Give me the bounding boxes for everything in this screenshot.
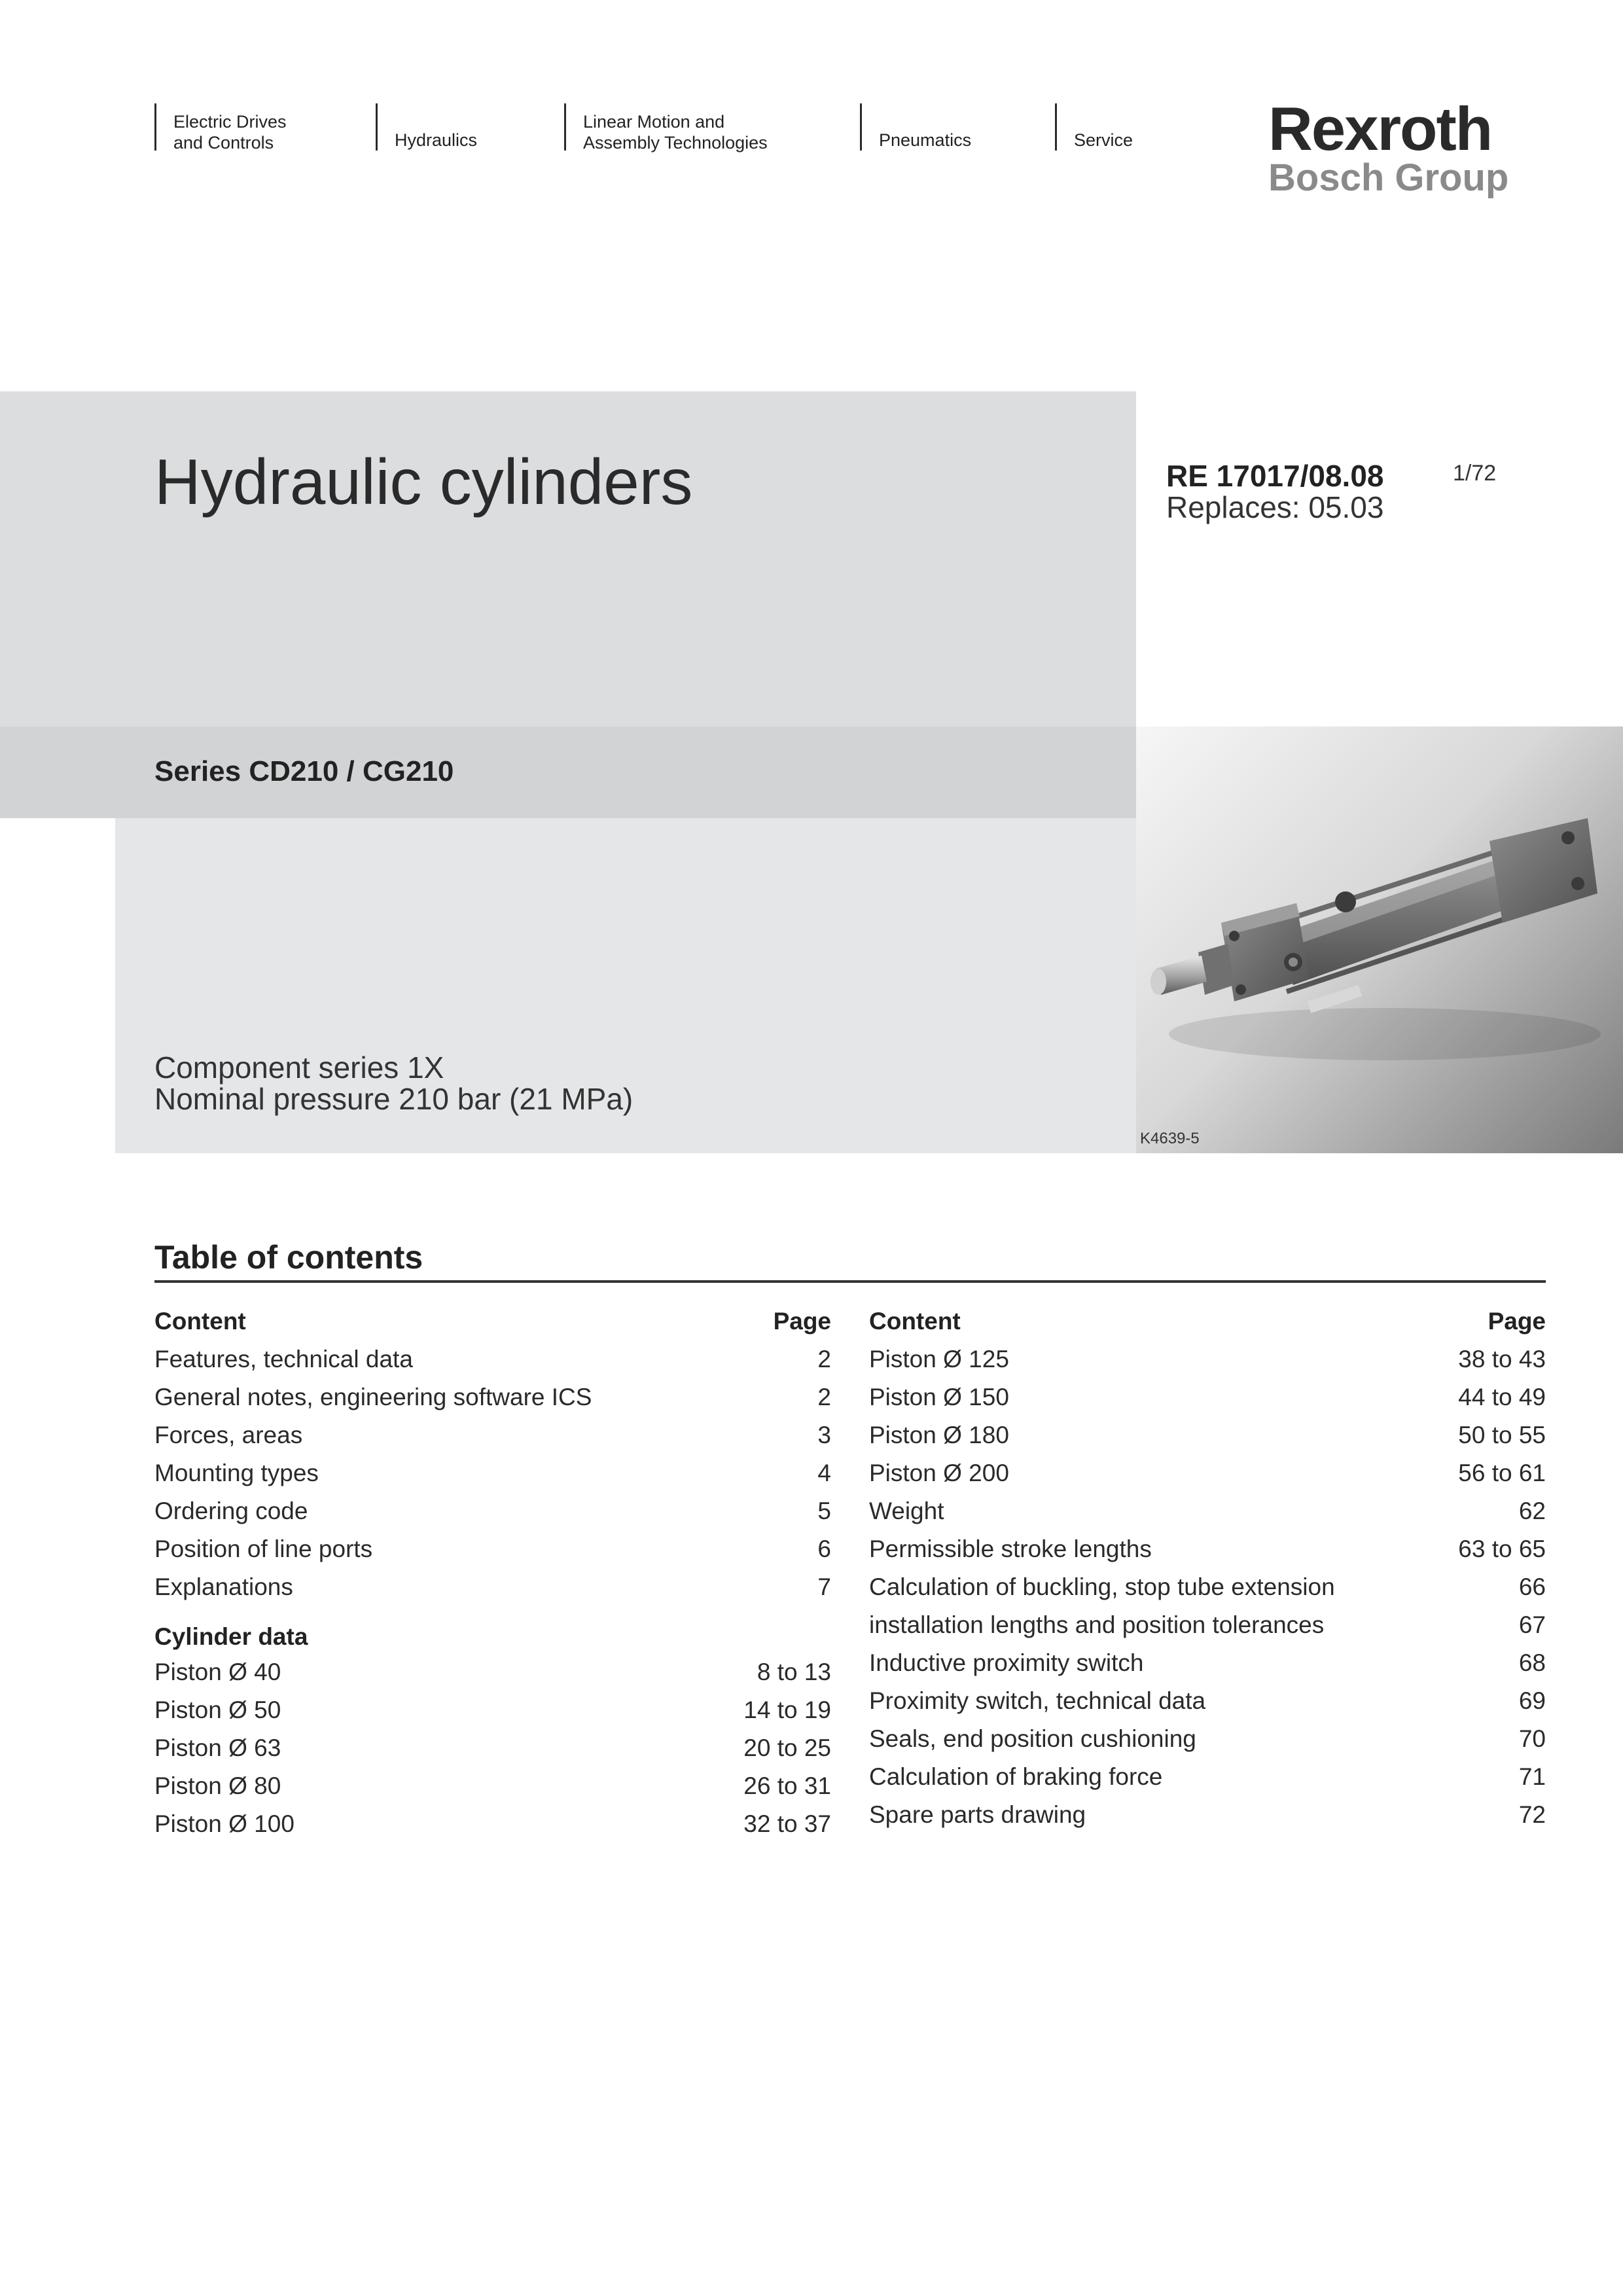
toc-entry: Explanations	[154, 1573, 293, 1600]
toc-header-content: Content	[154, 1308, 246, 1335]
toc-page: 14 to 19	[743, 1696, 831, 1723]
toc-row	[154, 1691, 831, 1729]
toc-divider	[154, 1280, 1546, 1283]
toc-row	[869, 1796, 1546, 1834]
toc-row	[154, 1454, 831, 1492]
toc-entry: General notes, engineering software ICS	[154, 1384, 592, 1410]
nav-pneumatics	[860, 103, 1010, 151]
toc-left-column	[154, 1302, 831, 1843]
toc-page: 66	[1518, 1573, 1546, 1600]
toc-row	[869, 1682, 1546, 1720]
toc-row	[869, 1454, 1546, 1492]
nav-linear-motion	[564, 103, 819, 151]
toc-row	[154, 1767, 831, 1805]
toc-row	[869, 1644, 1546, 1682]
toc-row	[154, 1340, 831, 1378]
toc-row	[869, 1568, 1546, 1606]
toc-page: 68	[1518, 1649, 1546, 1676]
toc-header-page: Page	[773, 1308, 831, 1335]
component-series: Component series 1X	[154, 1050, 444, 1085]
toc-row	[869, 1758, 1546, 1796]
replaces-text: Replaces: 05.03	[1166, 490, 1384, 524]
toc-page: 32 to 37	[743, 1810, 831, 1837]
toc-entry: Piston Ø 125	[869, 1346, 1009, 1372]
toc-header-page: Page	[1488, 1308, 1546, 1335]
toc-row	[869, 1720, 1546, 1758]
toc-row	[154, 1729, 831, 1767]
toc-page: 8 to 13	[757, 1659, 831, 1685]
nav-label: Service	[1074, 130, 1133, 150]
toc-entry: Spare parts drawing	[869, 1801, 1086, 1828]
toc-page: 56 to 61	[1458, 1460, 1546, 1486]
toc-entry: Calculation of buckling, stop tube extension	[869, 1573, 1335, 1600]
toc-page: 2	[817, 1346, 831, 1372]
nominal-pressure: Nominal pressure 210 bar (21 MPa)	[154, 1082, 633, 1116]
toc-entry: Piston Ø 200	[869, 1460, 1009, 1486]
toc-entry: installation lengths and position tolerances	[869, 1611, 1325, 1638]
toc-page: 63 to 65	[1458, 1535, 1546, 1562]
toc-row	[869, 1492, 1546, 1530]
toc-row	[869, 1378, 1546, 1416]
toc-page: 4	[817, 1460, 831, 1486]
toc-page: 26 to 31	[743, 1772, 831, 1799]
toc-subheading	[154, 1606, 831, 1653]
toc-row	[869, 1340, 1546, 1378]
toc-row	[154, 1416, 831, 1454]
nav-electric-drives	[154, 103, 344, 151]
toc-page: 6	[817, 1535, 831, 1562]
toc-row	[869, 1416, 1546, 1454]
photo-reference: K4639-5	[1140, 1130, 1200, 1147]
toc-page: 70	[1518, 1725, 1546, 1752]
toc-page: 67	[1518, 1611, 1546, 1638]
toc-page: 72	[1518, 1801, 1546, 1828]
toc-entry: Piston Ø 180	[869, 1422, 1009, 1448]
toc-entry: Forces, areas	[154, 1422, 303, 1448]
document-title: Hydraulic cylinders	[154, 446, 693, 518]
toc-page: 20 to 25	[743, 1734, 831, 1761]
toc-entry: Piston Ø 63	[154, 1734, 281, 1761]
toc-subheading-label: Cylinder data	[154, 1623, 308, 1650]
nav-label-line1: Linear Motion and	[583, 112, 725, 132]
toc-entry: Piston Ø 50	[154, 1696, 281, 1723]
nav-label-line2: Assembly Technologies	[583, 133, 768, 152]
toc-page: 5	[817, 1498, 831, 1524]
toc-page: 2	[817, 1384, 831, 1410]
page-number: 1/72	[1453, 461, 1497, 486]
toc-page: 62	[1518, 1498, 1546, 1524]
toc-title: Table of contents	[154, 1239, 423, 1276]
toc-entry: Position of line ports	[154, 1535, 373, 1562]
toc-row	[869, 1606, 1546, 1644]
toc-entry: Mounting types	[154, 1460, 319, 1486]
toc-entry: Calculation of braking force	[869, 1763, 1163, 1790]
rexroth-logo	[1268, 94, 1509, 199]
toc-entry: Seals, end position cushioning	[869, 1725, 1196, 1752]
toc-page: 50 to 55	[1458, 1422, 1546, 1448]
toc-page: 7	[817, 1573, 831, 1600]
toc-page: 69	[1518, 1687, 1546, 1714]
toc-right-column	[869, 1302, 1546, 1834]
toc-entry: Permissible stroke lengths	[869, 1535, 1152, 1562]
nav-label: Hydraulics	[395, 130, 478, 150]
toc-row	[154, 1530, 831, 1568]
toc-entry: Features, technical data	[154, 1346, 413, 1372]
toc-page: 38 to 43	[1458, 1346, 1546, 1372]
toc-entry: Inductive proximity switch	[869, 1649, 1144, 1676]
toc-entry: Weight	[869, 1498, 944, 1524]
toc-header-row	[154, 1302, 831, 1340]
nav-label-line2: and Controls	[173, 133, 274, 152]
toc-entry: Piston Ø 80	[154, 1772, 281, 1799]
toc-entry: Proximity switch, technical data	[869, 1687, 1206, 1714]
toc-page: 71	[1518, 1763, 1546, 1790]
logo-brand: Rexroth	[1268, 94, 1492, 163]
toc-entry: Piston Ø 40	[154, 1659, 281, 1685]
toc-entry: Piston Ø 100	[154, 1810, 294, 1837]
toc-page: 44 to 49	[1458, 1384, 1546, 1410]
nav-label: Pneumatics	[879, 130, 972, 150]
logo-group: Bosch Group	[1268, 156, 1509, 199]
nav-hydraulics	[376, 103, 526, 151]
cylinder-photo	[1136, 726, 1623, 1153]
series-label: Series CD210 / CG210	[154, 755, 454, 787]
re-number: RE 17017/08.08	[1166, 459, 1384, 493]
toc-row	[154, 1568, 831, 1606]
toc-page: 3	[817, 1422, 831, 1448]
toc-row	[154, 1805, 831, 1843]
nav-label-line1: Electric Drives	[173, 112, 287, 132]
nav-service	[1055, 103, 1179, 151]
toc-header-row	[869, 1302, 1546, 1340]
toc-entry: Ordering code	[154, 1498, 308, 1524]
toc-row	[154, 1492, 831, 1530]
toc-header-content: Content	[869, 1308, 961, 1335]
hydraulic-cylinder-icon	[1136, 726, 1623, 1153]
toc-row	[154, 1653, 831, 1691]
toc-row	[869, 1530, 1546, 1568]
title-block	[0, 391, 1136, 726]
toc-row	[154, 1378, 831, 1416]
toc-entry: Piston Ø 150	[869, 1384, 1009, 1410]
